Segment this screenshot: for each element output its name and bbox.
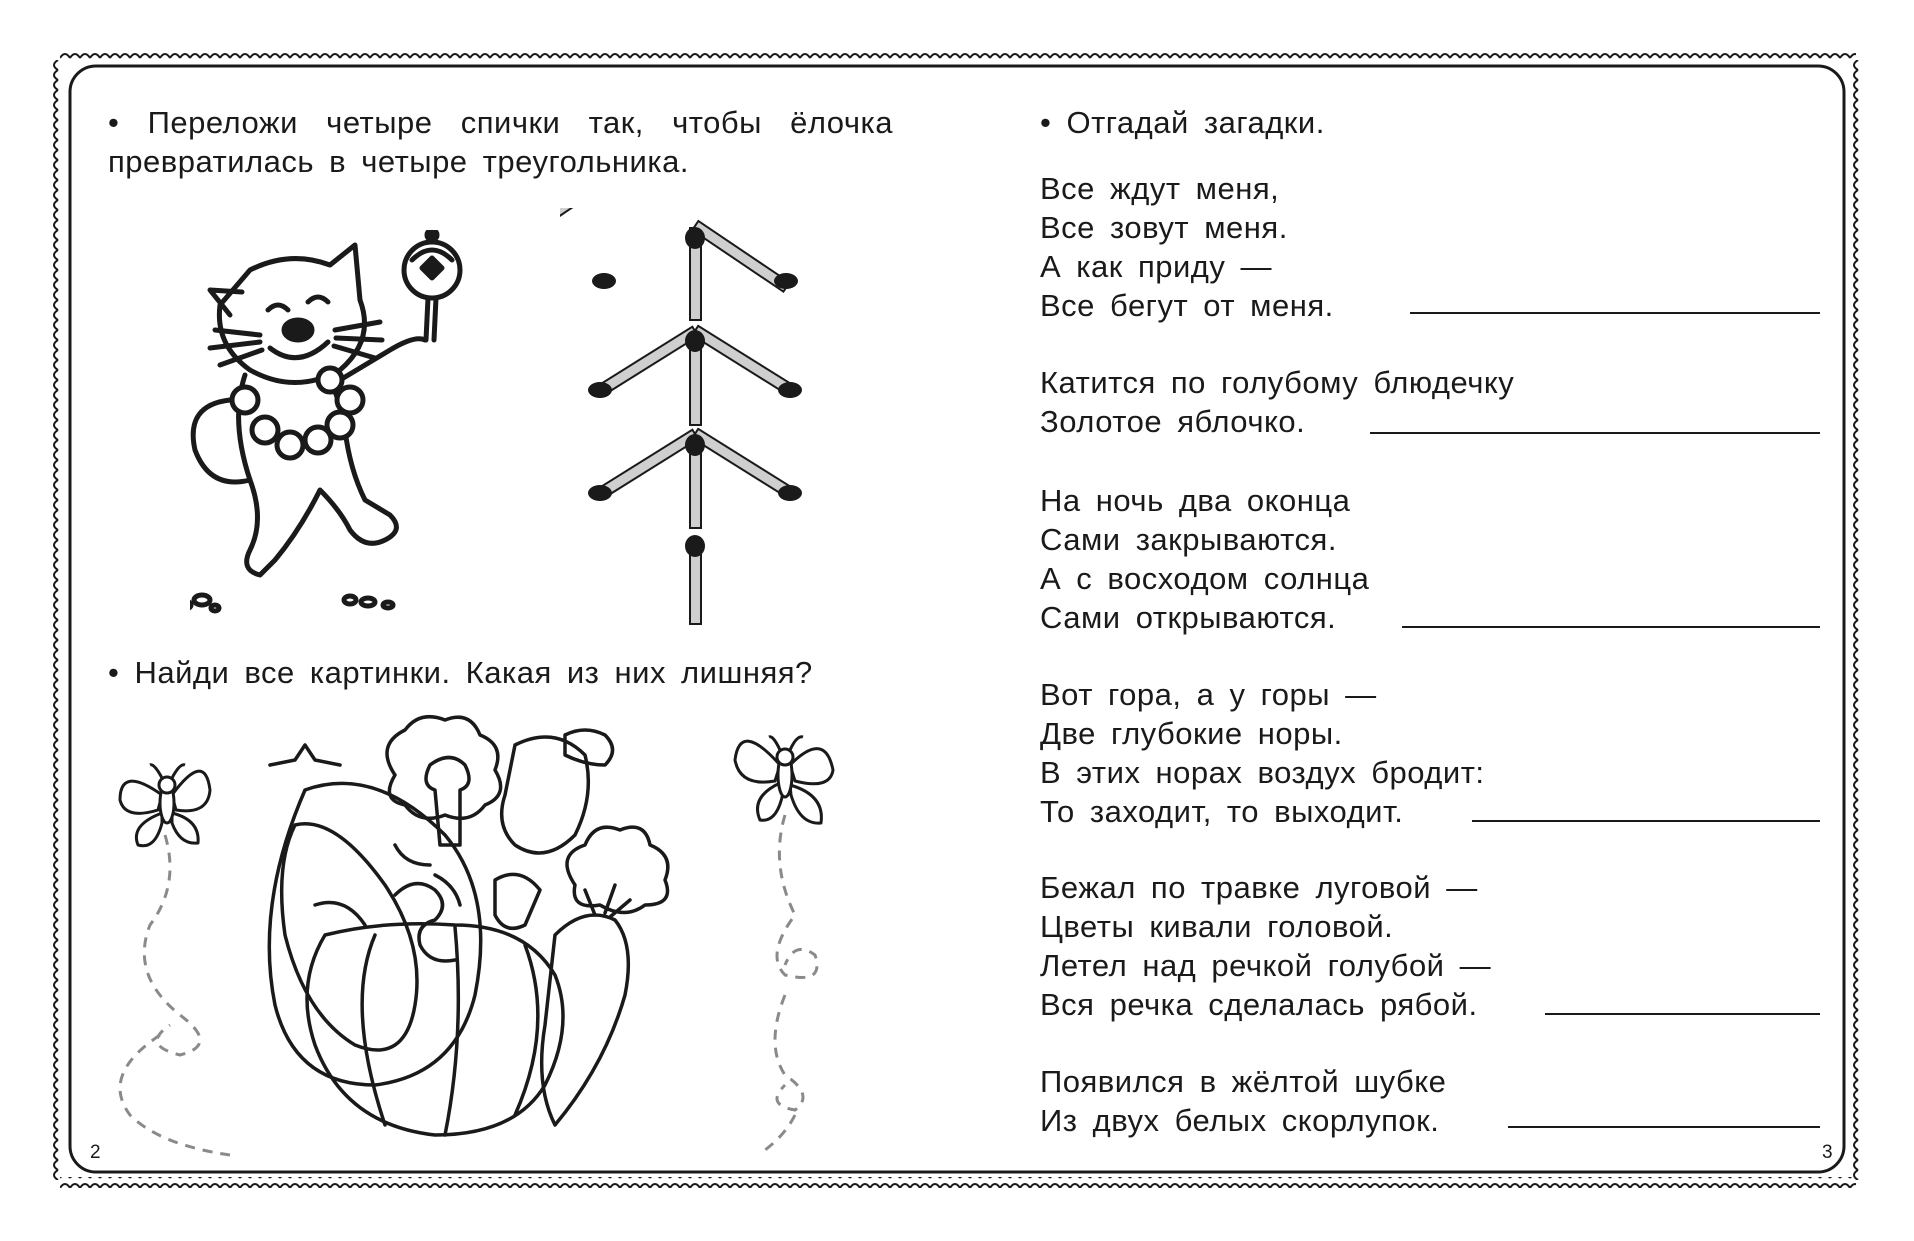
riddle-5-answer-line[interactable] [1545,1013,1820,1015]
riddle-1-line-1: Все ждут меня, [1040,171,1280,206]
riddle-4-line-4: То заходит, то выходит. [1040,794,1404,829]
riddle-6-line-2: Из двух белых скорлупок. [1040,1103,1440,1138]
riddle-2-answer-line[interactable] [1370,432,1820,434]
page-number-left: 2 [90,1142,101,1163]
odd-one-out-task-instruction: • Найди все картинки. Какая из них лишняя? [108,655,813,690]
riddle-6-line-1: Появился в жёлтой шубке [1040,1064,1447,1099]
riddle-1-line-4: Все бегут от меня. [1040,288,1334,323]
riddle-3-answer-line[interactable] [1402,626,1820,628]
page-number-right: 3 [1822,1142,1833,1163]
riddle-3-line-2: Сами закрываются. [1040,522,1337,557]
riddle-5-line-1: Бежал по травке луговой — [1040,870,1478,905]
riddle-3-line-1: На ночь два оконца [1040,483,1351,518]
riddle-2-line-2: Золотое яблочко. [1040,404,1306,439]
riddle-1-line-3: А как приду — [1040,249,1272,284]
butterfly-left-illustration [110,745,250,1165]
riddle-1-line-2: Все зовут меня. [1040,210,1288,245]
match-tree-puzzle [560,208,820,628]
overlapping-vegetables-illustration [255,705,715,1165]
riddles-task-instruction: • Отгадай загадки. [1040,105,1325,140]
matches-task-instruction: • Переложи четыре спички так, чтобы ёлочка превратилась в четыре треугольника. [108,105,893,179]
riddle-2-line-1: Катится по голубому блюдечку [1040,365,1515,400]
riddle-3-line-3: А с восходом солнца [1040,561,1370,596]
riddle-1-answer-line[interactable] [1410,312,1820,314]
riddle-4-line-3: В этих норах воздух бродит: [1040,755,1485,790]
riddle-5-line-2: Цветы кивали головой. [1040,909,1394,944]
riddle-6-answer-line[interactable] [1508,1126,1820,1128]
cat-illustration [190,230,490,620]
riddle-4-answer-line[interactable] [1472,820,1820,822]
riddle-4-line-2: Две глубокие норы. [1040,716,1343,751]
butterfly-right-illustration [725,715,865,1155]
riddle-5-line-4: Вся речка сделалась рябой. [1040,987,1478,1022]
riddle-3-line-4: Сами открываются. [1040,600,1337,635]
riddle-5-line-3: Летел над речкой голубой — [1040,948,1492,983]
riddle-4-line-1: Вот гора, а у горы — [1040,677,1377,712]
